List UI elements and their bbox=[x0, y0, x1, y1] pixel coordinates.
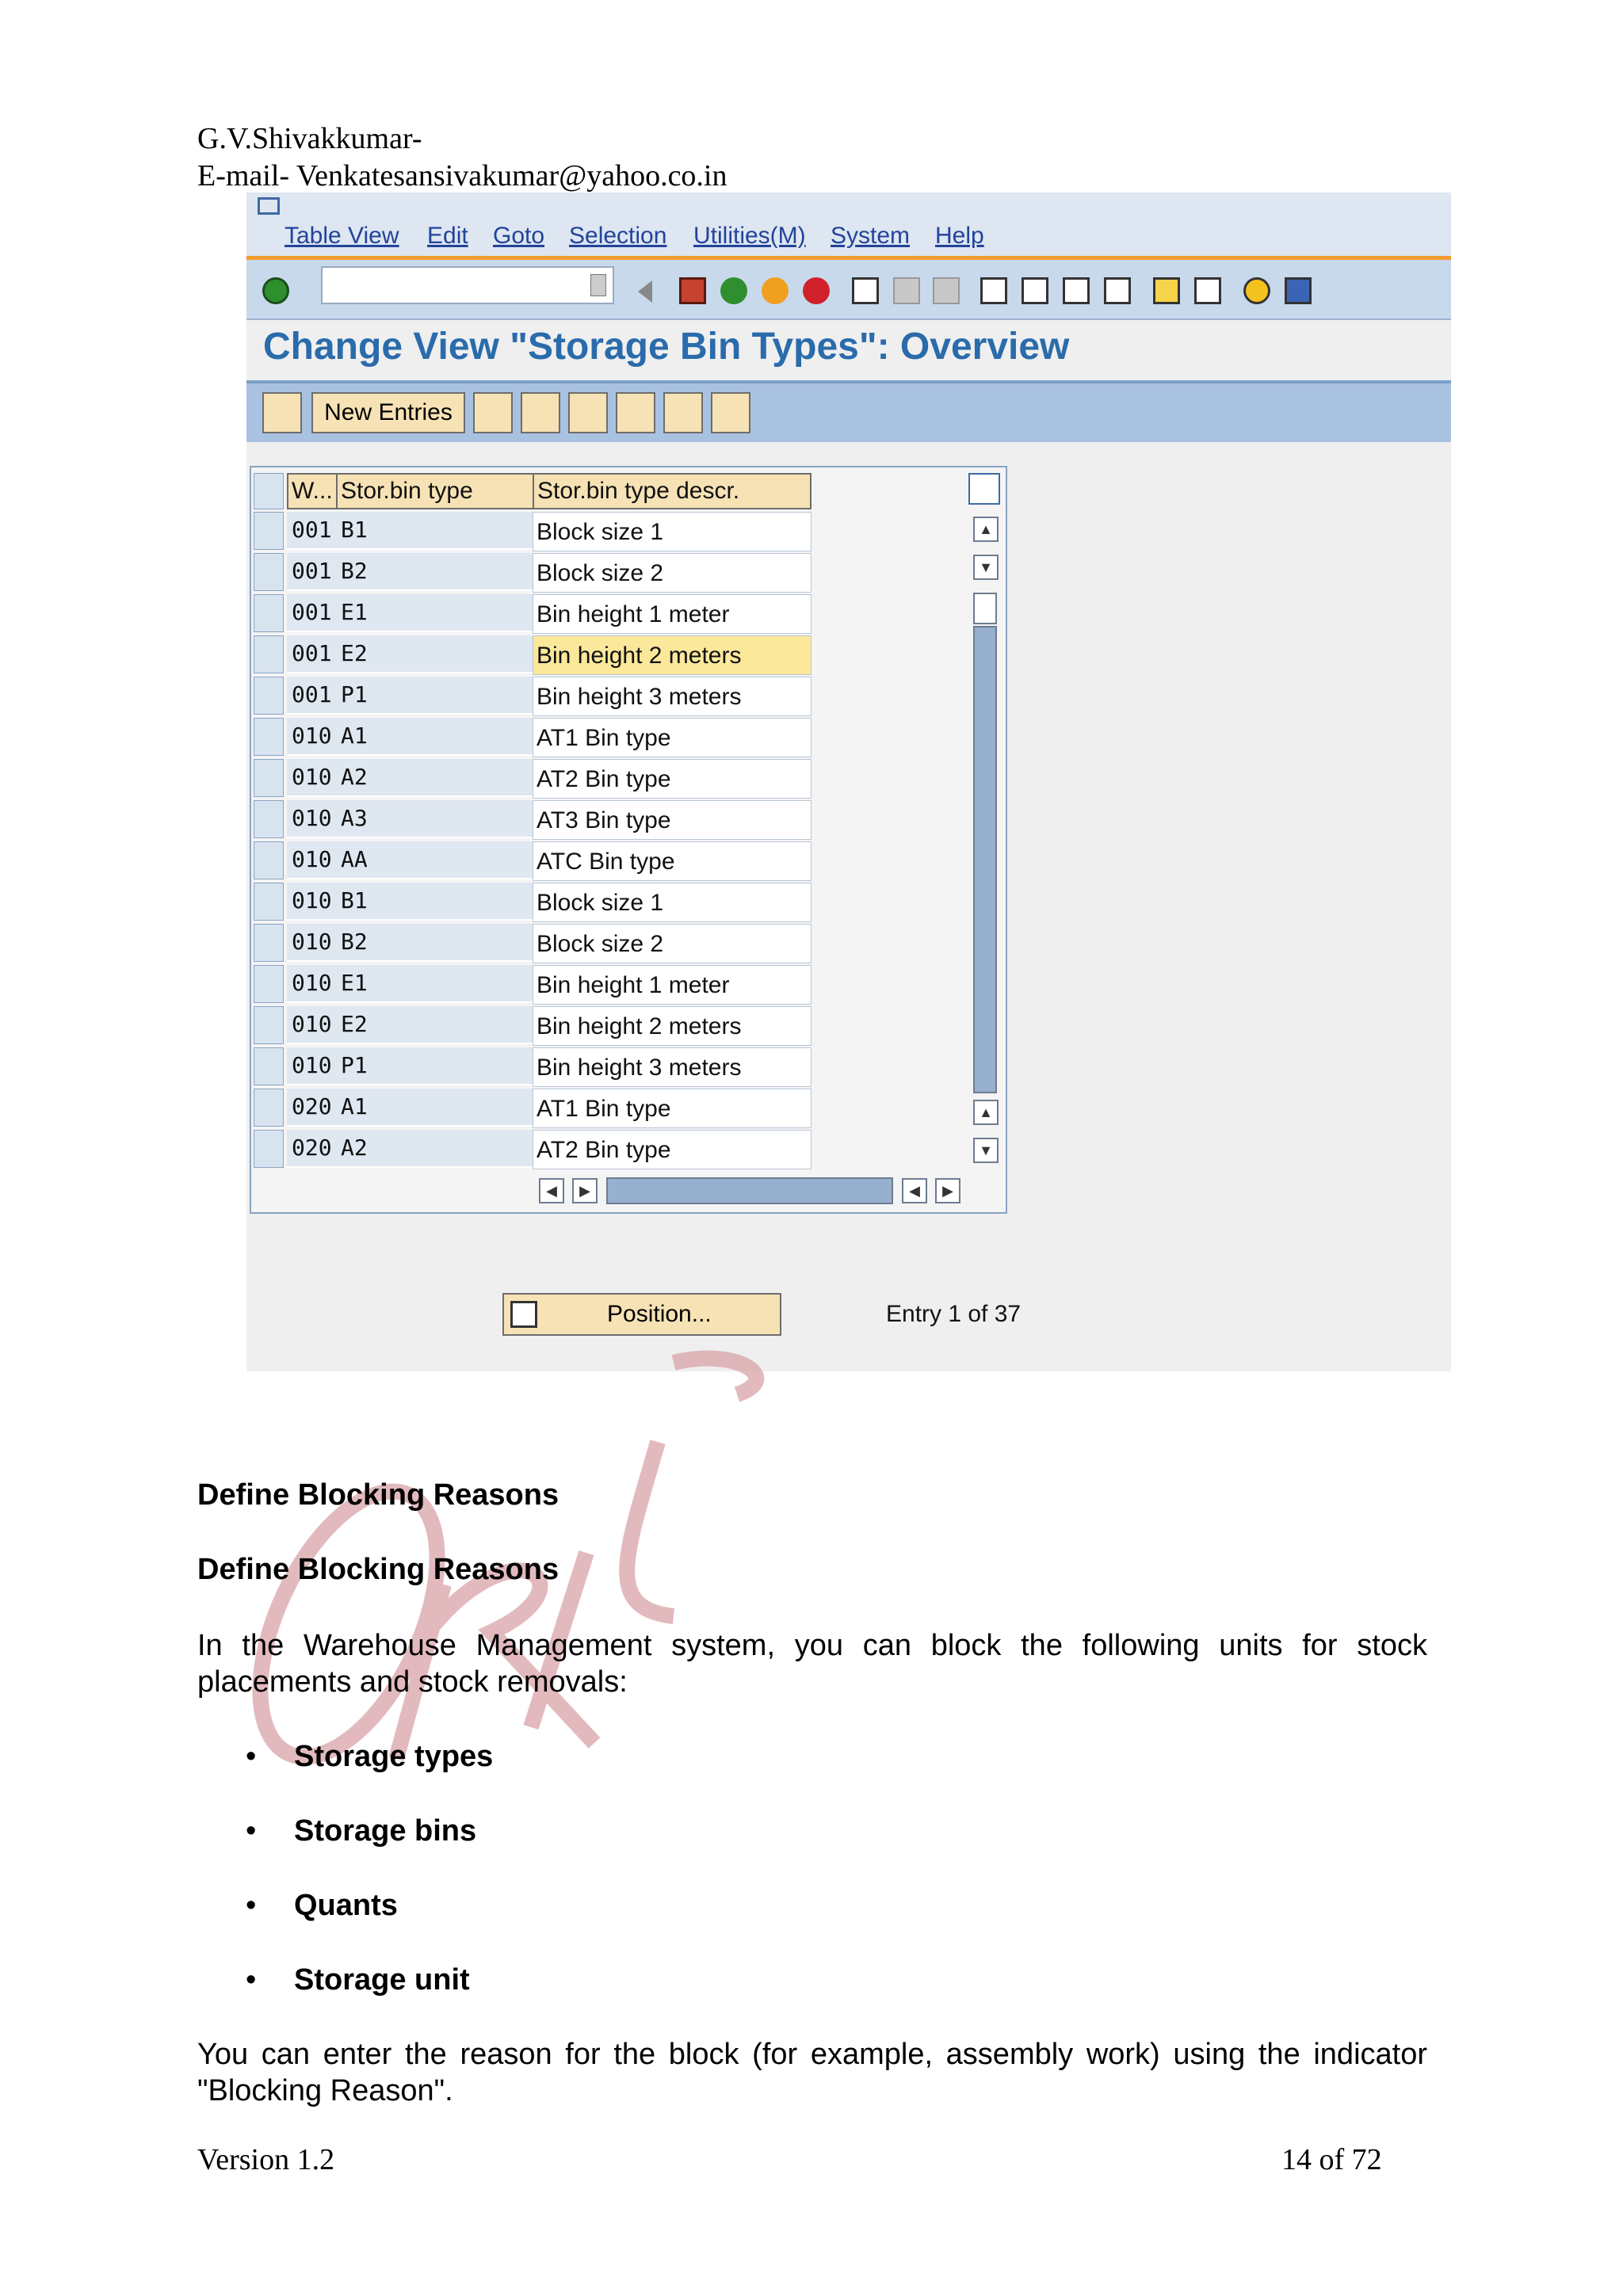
select-all-rows[interactable] bbox=[254, 473, 284, 509]
cell-bin-type: E1 bbox=[336, 965, 533, 1003]
display-change-icon[interactable] bbox=[262, 392, 302, 433]
cell-bin-type-descr[interactable]: AT1 Bin type bbox=[533, 1089, 812, 1128]
scroll-page-up-icon[interactable]: ▼ bbox=[973, 555, 999, 580]
select-all-icon[interactable] bbox=[616, 392, 655, 433]
menu-goto[interactable]: Goto bbox=[493, 223, 545, 249]
undo-change-icon[interactable] bbox=[568, 392, 608, 433]
column-header-warehouse[interactable]: W... bbox=[287, 473, 338, 509]
row-selector[interactable] bbox=[254, 800, 284, 838]
bullet-icon: • bbox=[246, 1963, 257, 1997]
email-line: E-mail- Venkatesansivakumar@yahoo.co.in bbox=[197, 159, 727, 193]
bullet-storage-unit: Storage unit bbox=[294, 1963, 470, 1997]
cell-warehouse: 001 bbox=[287, 553, 336, 591]
scroll-page-down-icon[interactable]: ▲ bbox=[973, 1100, 999, 1125]
menu-selection[interactable]: Selection bbox=[569, 223, 667, 249]
cell-warehouse: 010 bbox=[287, 841, 336, 879]
cell-bin-type-descr[interactable]: Bin height 2 meters bbox=[533, 635, 812, 675]
deselect-all-icon[interactable] bbox=[711, 392, 750, 433]
row-selector[interactable] bbox=[254, 759, 284, 797]
bullet-icon: • bbox=[246, 1740, 257, 1773]
cell-warehouse: 020 bbox=[287, 1130, 336, 1168]
menu-help[interactable]: Help bbox=[935, 223, 984, 249]
select-block-icon[interactable] bbox=[663, 392, 703, 433]
cell-bin-type: AA bbox=[336, 841, 533, 879]
cell-bin-type-descr[interactable]: Block size 2 bbox=[533, 553, 812, 593]
row-selector[interactable] bbox=[254, 1130, 284, 1168]
subheading-define-blocking-reasons: Define Blocking Reasons bbox=[197, 1553, 559, 1586]
heading-define-blocking-reasons: Define Blocking Reasons bbox=[197, 1478, 559, 1512]
cell-warehouse: 001 bbox=[287, 512, 336, 550]
back-triangle-icon[interactable] bbox=[638, 280, 652, 303]
cell-bin-type: A3 bbox=[336, 800, 533, 838]
create-session-icon[interactable] bbox=[1153, 277, 1180, 304]
row-selector[interactable] bbox=[254, 718, 284, 756]
cell-bin-type: B1 bbox=[336, 883, 533, 921]
enter-check-icon[interactable] bbox=[262, 277, 289, 304]
cell-bin-type-descr[interactable]: Bin height 1 meter bbox=[533, 965, 812, 1005]
bullet-storage-types: Storage types bbox=[294, 1740, 494, 1773]
cell-bin-type: A1 bbox=[336, 718, 533, 756]
cell-warehouse: 001 bbox=[287, 635, 336, 673]
sap-menubar bbox=[246, 193, 1451, 256]
paragraph-intro: In the Warehouse Management system, you can block the following units for stock placements and stock removals: bbox=[197, 1629, 1427, 1699]
cell-bin-type: A2 bbox=[336, 759, 533, 797]
row-selector[interactable] bbox=[254, 512, 284, 550]
author-line: G.V.Shivakkumar- bbox=[197, 122, 422, 155]
next-page-icon[interactable] bbox=[1063, 277, 1090, 304]
column-header-bin-type[interactable]: Stor.bin type bbox=[336, 473, 534, 509]
application-toolbar bbox=[246, 383, 1451, 442]
row-selector[interactable] bbox=[254, 594, 284, 632]
scroll-up-icon[interactable]: ▲ bbox=[973, 517, 999, 542]
scroll-page-left-icon[interactable]: ◀ bbox=[902, 1178, 927, 1203]
vertical-scrollbar-track[interactable] bbox=[973, 626, 997, 1093]
command-field[interactable] bbox=[321, 266, 614, 304]
column-config-icon[interactable] bbox=[968, 473, 1000, 505]
cell-bin-type: A1 bbox=[336, 1089, 533, 1127]
cell-bin-type: P1 bbox=[336, 677, 533, 715]
row-selector[interactable] bbox=[254, 677, 284, 715]
bullet-icon: • bbox=[246, 1889, 257, 1922]
footer-version: Version 1.2 bbox=[197, 2143, 335, 2176]
cell-bin-type: A2 bbox=[336, 1130, 533, 1168]
first-page-icon[interactable] bbox=[980, 277, 1007, 304]
bullet-storage-bins: Storage bins bbox=[294, 1814, 477, 1848]
cell-warehouse: 010 bbox=[287, 800, 336, 838]
cell-bin-type: P1 bbox=[336, 1047, 533, 1085]
cell-bin-type-descr[interactable]: AT3 Bin type bbox=[533, 800, 812, 840]
screen-title: Change View "Storage Bin Types": Overview bbox=[263, 326, 1070, 368]
horizontal-scrollbar-track[interactable] bbox=[606, 1177, 893, 1204]
scroll-right-icon[interactable]: ▶ bbox=[572, 1178, 598, 1203]
cell-warehouse: 010 bbox=[287, 965, 336, 1003]
print-icon[interactable] bbox=[852, 277, 879, 304]
cell-bin-type-descr[interactable]: Bin height 3 meters bbox=[533, 677, 812, 716]
previous-page-icon[interactable] bbox=[1022, 277, 1048, 304]
command-dropdown-icon[interactable] bbox=[590, 274, 606, 296]
cell-warehouse: 010 bbox=[287, 718, 336, 756]
cell-bin-type-descr[interactable]: Block size 2 bbox=[533, 924, 812, 963]
layout-menu-icon[interactable] bbox=[1285, 277, 1312, 304]
menu-table-view[interactable]: Table View bbox=[285, 223, 399, 249]
cell-bin-type-descr[interactable]: AT2 Bin type bbox=[533, 1130, 812, 1169]
bullet-quants: Quants bbox=[294, 1889, 398, 1922]
position-button[interactable] bbox=[502, 1293, 781, 1336]
cell-bin-type-descr[interactable]: Bin height 3 meters bbox=[533, 1047, 812, 1087]
row-selector[interactable] bbox=[254, 924, 284, 962]
cell-warehouse: 001 bbox=[287, 677, 336, 715]
find-next-icon[interactable] bbox=[933, 277, 960, 304]
cell-warehouse: 001 bbox=[287, 594, 336, 632]
paragraph-blocking-reason: You can enter the reason for the block (for example, assembly work) using the indicator "Blocking Reason". bbox=[197, 2038, 1427, 2107]
menu-system[interactable]: System bbox=[831, 223, 911, 249]
column-header-bin-type-descr[interactable]: Stor.bin type descr. bbox=[533, 473, 812, 509]
cell-bin-type-descr[interactable]: Bin height 1 meter bbox=[533, 594, 812, 634]
scroll-left-icon[interactable]: ◀ bbox=[539, 1178, 564, 1203]
row-selector[interactable] bbox=[254, 1089, 284, 1127]
cell-bin-type: B2 bbox=[336, 553, 533, 591]
copy-as-icon[interactable] bbox=[473, 392, 513, 433]
row-selector[interactable] bbox=[254, 965, 284, 1003]
cell-warehouse: 010 bbox=[287, 759, 336, 797]
cell-bin-type: E2 bbox=[336, 1006, 533, 1044]
bullet-icon: • bbox=[246, 1814, 257, 1848]
shortcut-icon[interactable] bbox=[1194, 277, 1221, 304]
cell-bin-type-descr[interactable]: ATC Bin type bbox=[533, 841, 812, 881]
row-selector[interactable] bbox=[254, 1047, 284, 1085]
position-button-label: Position... bbox=[607, 1301, 712, 1327]
cell-bin-type-descr[interactable]: AT1 Bin type bbox=[533, 718, 812, 757]
footer-page-number: 14 of 72 bbox=[1281, 2143, 1382, 2176]
exit-icon[interactable] bbox=[762, 277, 789, 304]
delete-icon[interactable] bbox=[521, 392, 560, 433]
cell-bin-type: E1 bbox=[336, 594, 533, 632]
menu-utilities[interactable]: Utilities(M) bbox=[693, 223, 806, 249]
cell-bin-type-descr[interactable]: Block size 1 bbox=[533, 883, 812, 922]
scroll-thumb[interactable] bbox=[973, 593, 997, 624]
cell-bin-type-descr[interactable]: Block size 1 bbox=[533, 512, 812, 551]
cell-warehouse: 010 bbox=[287, 1047, 336, 1085]
entry-counter: Entry 1 of 37 bbox=[886, 1301, 1022, 1327]
position-icon bbox=[510, 1301, 537, 1328]
cell-bin-type: B1 bbox=[336, 512, 533, 550]
menu-exit-icon[interactable] bbox=[258, 197, 280, 215]
cell-bin-type-descr[interactable]: Bin height 2 meters bbox=[533, 1006, 812, 1046]
scroll-page-right-icon[interactable]: ▶ bbox=[935, 1178, 960, 1203]
help-icon[interactable] bbox=[1243, 277, 1270, 304]
back-icon[interactable] bbox=[720, 277, 747, 304]
cell-warehouse: 020 bbox=[287, 1089, 336, 1127]
cell-bin-type: B2 bbox=[336, 924, 533, 962]
scroll-down-icon[interactable]: ▼ bbox=[973, 1138, 999, 1163]
menu-edit[interactable]: Edit bbox=[427, 223, 468, 249]
row-selector[interactable] bbox=[254, 553, 284, 591]
cancel-icon[interactable] bbox=[803, 277, 830, 304]
new-entries-button[interactable]: New Entries bbox=[311, 392, 465, 433]
save-icon[interactable] bbox=[679, 277, 706, 304]
cell-bin-type: E2 bbox=[336, 635, 533, 673]
last-page-icon[interactable] bbox=[1104, 277, 1131, 304]
cell-bin-type-descr[interactable]: AT2 Bin type bbox=[533, 759, 812, 799]
row-selector[interactable] bbox=[254, 1006, 284, 1044]
cell-warehouse: 010 bbox=[287, 924, 336, 962]
row-selector[interactable] bbox=[254, 841, 284, 879]
row-selector[interactable] bbox=[254, 883, 284, 921]
cell-warehouse: 010 bbox=[287, 883, 336, 921]
find-icon[interactable] bbox=[893, 277, 920, 304]
row-selector[interactable] bbox=[254, 635, 284, 673]
cell-warehouse: 010 bbox=[287, 1006, 336, 1044]
